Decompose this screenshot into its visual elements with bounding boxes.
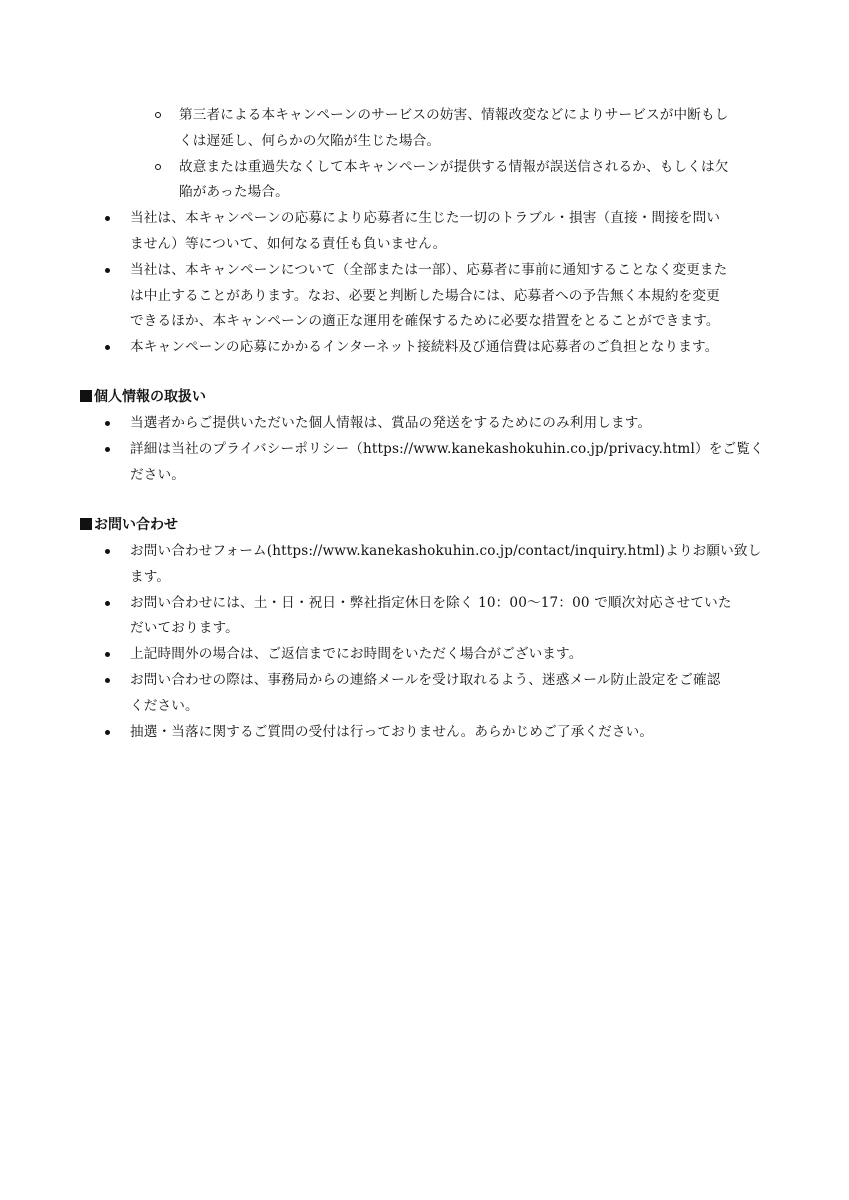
- bullet-icon: [105, 730, 110, 735]
- circle-bullet-icon: [155, 112, 161, 118]
- bullet-icon: [105, 652, 110, 657]
- list-item-line: 詳細は当社のプライバシーポリシー（https://www.kanekashokuhin.co.jp/privacy.html）をご覧く: [130, 441, 764, 457]
- list-item-line: 当選者からご提供いただいた個人情報は、賞品の発送をするためにのみ利用します。: [130, 415, 652, 431]
- list-item-line: ません）等について、如何なる責任も負いません。: [130, 236, 447, 252]
- list-item-line: 当社は、本キャンペーンの応募により応募者に生じた一切のトラブル・損害（直接・間接を問い: [130, 210, 721, 226]
- list-item-line: できるほか、本キャンペーンの適正な運用を確保するために必要な措置をとることができます。: [130, 313, 720, 329]
- list-item-line: は中止することがあります。なお、必要と判断した場合には、応募者への予告無く本規約を変更: [130, 288, 720, 304]
- list-item-line: くは遅延し、何らかの欠陥が生じた場合。: [179, 133, 441, 149]
- square-bullet-icon: [80, 390, 92, 402]
- list-item-line: ください。: [130, 698, 199, 714]
- section-heading-privacy: [80, 388, 206, 406]
- list-item-line: お問い合わせの際は、事務局からの連絡メールを受け取れるよう、迷惑メール防止設定をご確認: [130, 672, 721, 688]
- circle-bullet-icon: [155, 164, 161, 170]
- list-item-line: 当社は、本キャンペーンについて（全部または一部）、応募者に事前に通知することなく変更また: [130, 262, 728, 278]
- list-item-line: 陥があった場合。: [179, 184, 289, 200]
- bullet-icon: [105, 421, 110, 426]
- bullet-icon: [105, 268, 110, 273]
- bullet-icon: [105, 678, 110, 683]
- list-item-line: ださい。: [130, 467, 185, 483]
- list-item-line: 本キャンペーンの応募にかかるインターネット接続料及び通信費は応募者のご負担となります。: [130, 339, 719, 355]
- section-heading-text: 個人情報の取扱い: [94, 389, 206, 405]
- list-item-line: お問い合わせフォーム(https://www.kanekashokuhin.co.jp/contact/inquiry.html)よりお願い致し: [130, 543, 762, 559]
- section-heading-text: お問い合わせ: [94, 517, 178, 533]
- bullet-icon: [105, 549, 110, 554]
- list-item-line: ます。: [130, 569, 171, 585]
- list-item-line: 故意または重過失なくして本キャンペーンが提供する情報が誤送信されるか、もしくは欠: [179, 159, 729, 175]
- square-bullet-icon: [80, 518, 92, 530]
- section-heading-contact: [80, 516, 178, 534]
- list-item-line: お問い合わせには、土・日・祝日・弊社指定休日を除く 10：00～17：00 で順次対応させていた: [130, 595, 732, 611]
- list-item-line: だいております。: [130, 620, 239, 636]
- bullet-icon: [105, 345, 110, 350]
- list-item-line: 上記時間外の場合は、ご返信までにお時間をいただく場合がございます。: [130, 646, 583, 662]
- list-item-line: 第三者による本キャンペーンのサービスの妨害、情報改変などによりサービスが中断もし: [179, 107, 729, 123]
- bullet-icon: [105, 216, 110, 221]
- bullet-icon: [105, 447, 110, 452]
- bullet-icon: [105, 601, 110, 606]
- list-item-line: 抽選・当落に関するご質問の受付は行っておりません。あらかじめご了承ください。: [130, 724, 654, 740]
